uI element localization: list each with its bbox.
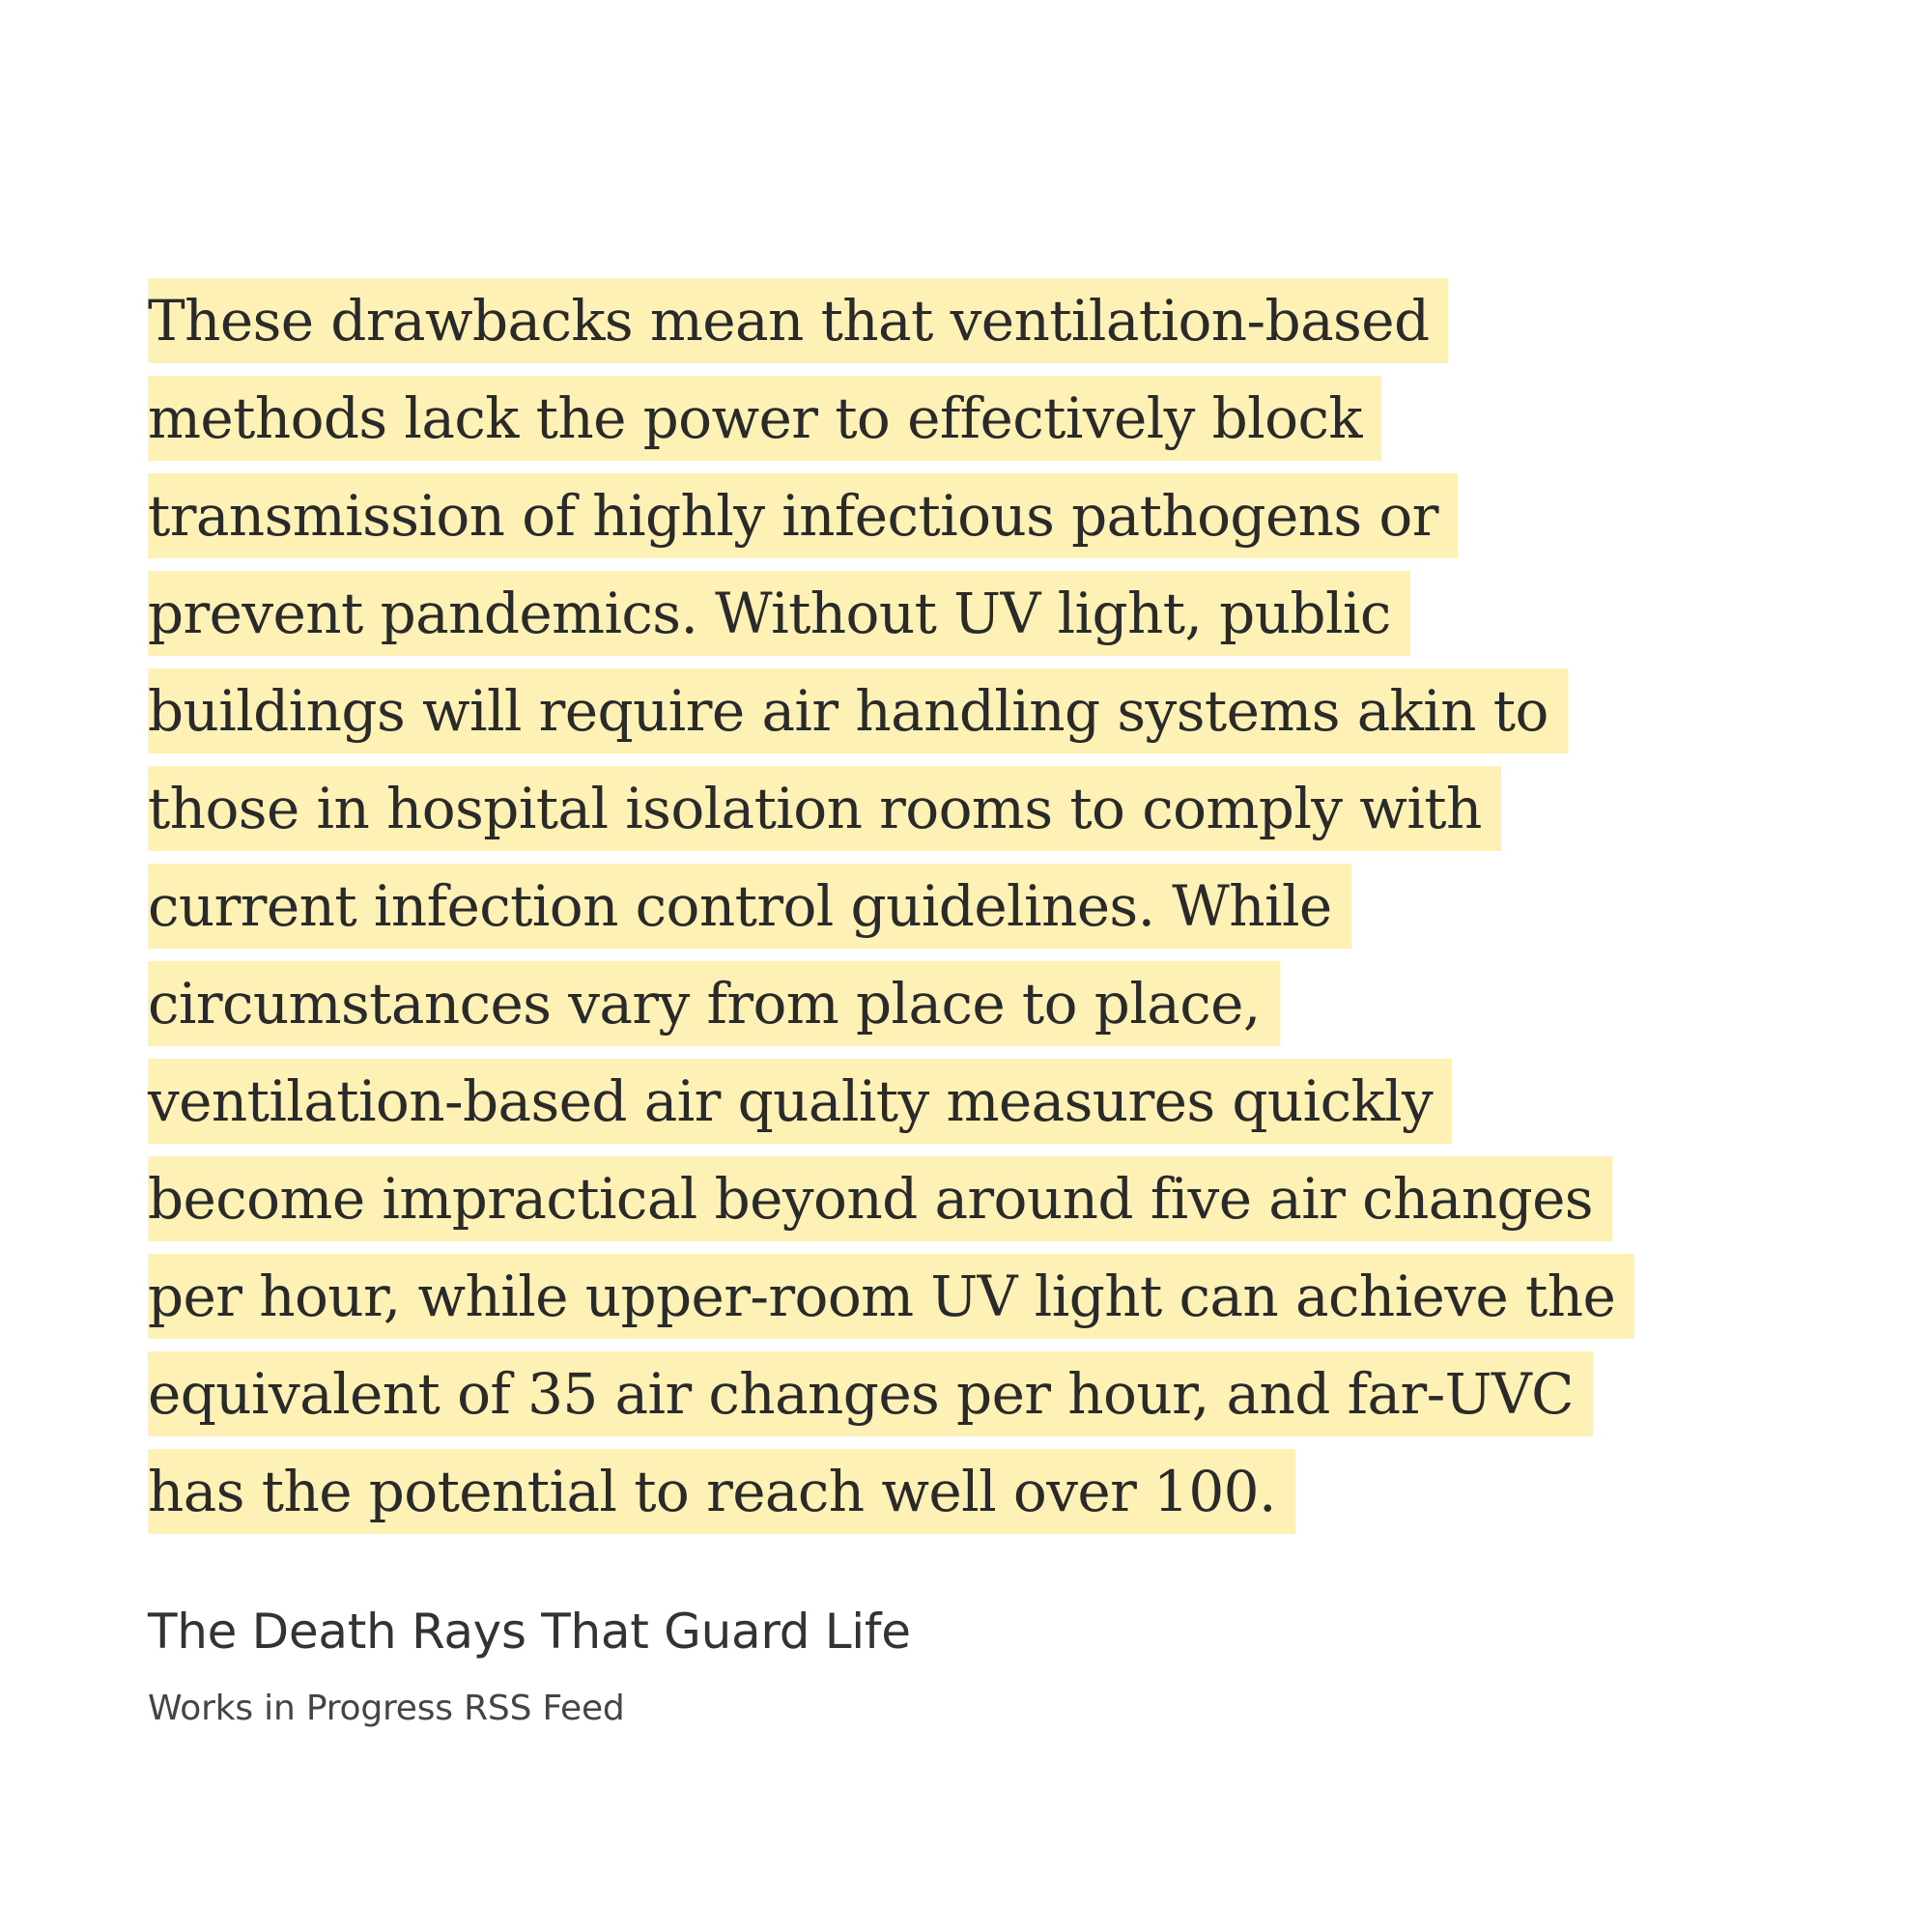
quote-line [148,278,1790,376]
quote-line [148,1059,1790,1156]
quote-line [148,864,1790,961]
quote-line-text: per hour, while upper-room UV light can achieve the [148,1254,1634,1339]
quote-line-text: ventilation-based air quality measures quickly [148,1059,1452,1144]
highlighted-quote [148,278,1790,1547]
quote-line [148,571,1790,668]
source-title: The Death Rays That Guard Life [148,1604,911,1660]
quote-line-text: methods lack the power to effectively block [148,376,1381,461]
quote-line-text: has the potential to reach well over 100. [148,1449,1295,1534]
quote-line-text: These drawbacks mean that ventilation-based [148,278,1448,363]
quote-line-text: become impractical beyond around five air changes [148,1156,1612,1241]
quote-line [148,376,1790,473]
quote-line [148,1156,1790,1254]
quote-line [148,1254,1790,1351]
quote-line-text: transmission of highly infectious pathogens or [148,473,1458,558]
quote-line-text: equivalent of 35 air changes per hour, and far-UVC [148,1351,1593,1436]
quote-line [148,766,1790,864]
quote-line-text: circumstances vary from place to place, [148,961,1280,1046]
quote-line-text: prevent pandemics. Without UV light, public [148,571,1410,656]
quote-line [148,1351,1790,1449]
quote-line [148,961,1790,1059]
quote-line-text: current infection control guidelines. While [148,864,1351,949]
quote-line [148,668,1790,766]
quote-line-text: buildings will require air handling systems akin to [148,668,1568,753]
quote-line [148,1449,1790,1547]
quote-line [148,473,1790,571]
source-feed: Works in Progress RSS Feed [148,1689,625,1728]
quote-line-text: those in hospital isolation rooms to comply with [148,766,1501,851]
